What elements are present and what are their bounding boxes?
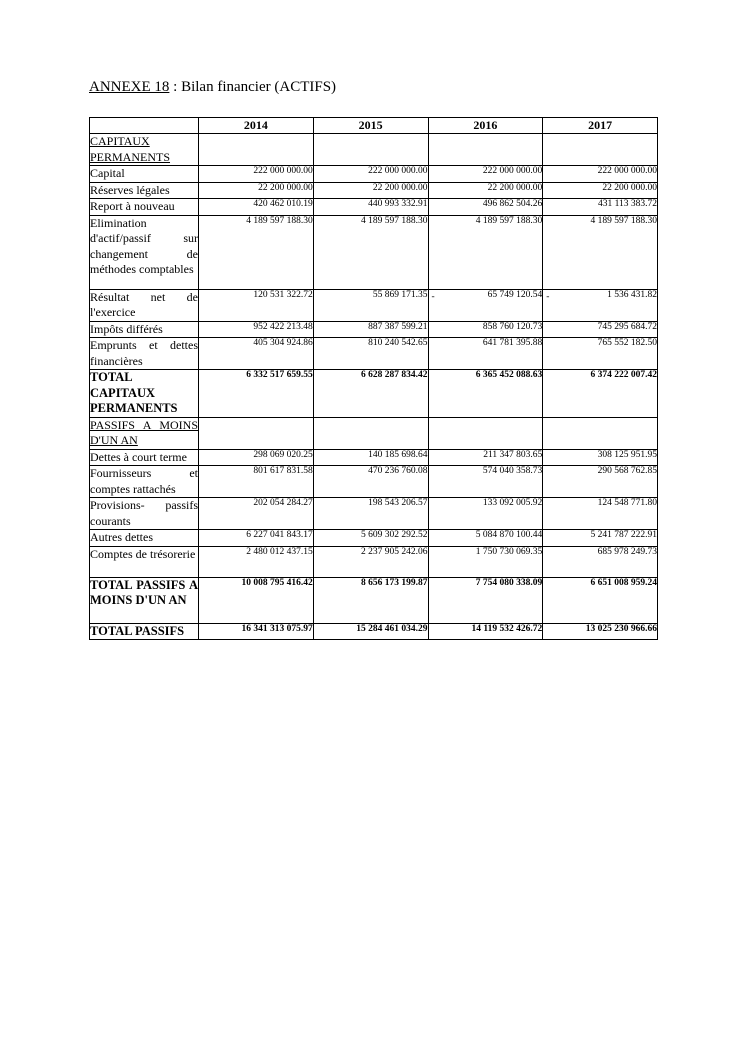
row-label (90, 199, 199, 216)
value-text: 440 993 332.91 (368, 199, 428, 209)
total-row (90, 370, 658, 418)
value-text: 202 054 284.27 (253, 498, 313, 508)
value-cell (543, 182, 658, 199)
value-cell (543, 289, 658, 321)
value-text: 222 000 000.00 (482, 166, 543, 176)
section-label (90, 134, 199, 166)
value-text: 55 869 171.35 (372, 289, 428, 300)
total-row (90, 623, 658, 640)
empty-cell (543, 417, 658, 449)
row-label (90, 215, 199, 289)
value-cell (199, 623, 314, 640)
row-label (90, 530, 199, 547)
value-cell (199, 289, 314, 321)
value-text: 6 374 222 007.42 (590, 370, 657, 380)
table-row (90, 449, 658, 466)
value-cell (199, 321, 314, 338)
value-cell (313, 466, 428, 498)
value-text: 2 480 012 437.15 (246, 546, 313, 557)
value-cell (543, 215, 658, 289)
balance-sheet-table (89, 117, 658, 640)
value-text: 22 200 000.00 (372, 182, 428, 193)
row-label (90, 449, 199, 466)
value-cell (543, 530, 658, 547)
value-text: 222 000 000.00 (597, 166, 657, 176)
row-label-text: TOTAL CAPITAUX PERMANENTS (90, 370, 178, 415)
table-row (90, 338, 658, 370)
row-label (90, 546, 199, 577)
row-label (90, 577, 199, 623)
value-text: 124 548 771.80 (597, 498, 657, 508)
row-label (90, 166, 199, 183)
value-cell (199, 215, 314, 289)
value-text: 5 241 787 222.91 (590, 530, 657, 540)
value-cell (543, 166, 658, 183)
value-text: 745 295 684.72 (597, 321, 657, 332)
empty-cell (428, 417, 543, 449)
row-label (90, 289, 199, 321)
value-cell (543, 321, 658, 338)
value-text: 1 750 730 069.35 (475, 546, 543, 557)
value-text: 470 236 760.08 (368, 466, 428, 476)
value-cell (543, 370, 658, 418)
value-cell (428, 466, 543, 498)
value-text: 405 304 924.86 (253, 338, 313, 348)
value-cell (199, 370, 314, 418)
section-label (90, 417, 199, 449)
empty-cell (428, 134, 543, 166)
value-text: 4 189 597 188.30 (361, 215, 428, 226)
value-cell (543, 199, 658, 216)
year-header: 2014 (199, 118, 314, 134)
value-cell (543, 577, 658, 623)
negative-sign: - (431, 291, 435, 302)
value-cell (543, 546, 658, 577)
empty-cell (313, 417, 428, 449)
value-cell (313, 498, 428, 530)
value-text: 4 189 597 188.30 (475, 215, 543, 226)
value-cell (313, 623, 428, 640)
value-text: 211 347 803.65 (483, 449, 543, 460)
value-cell (313, 449, 428, 466)
value-cell (313, 166, 428, 183)
value-cell (428, 370, 543, 418)
value-text: 5 609 302 292.52 (361, 530, 428, 540)
value-text: 685 978 249.73 (597, 546, 657, 557)
value-cell (543, 623, 658, 640)
value-text: 308 125 951.95 (597, 449, 657, 460)
value-cell (199, 498, 314, 530)
value-cell (428, 498, 543, 530)
value-cell (428, 182, 543, 199)
value-cell (199, 182, 314, 199)
value-text: 6 651 008 959.24 (590, 577, 657, 588)
year-header: 2015 (313, 118, 428, 134)
value-text: 6 332 517 659.55 (246, 370, 313, 380)
year-header: 2016 (428, 118, 543, 134)
value-text: 431 113 383.72 (597, 199, 657, 209)
row-label (90, 623, 199, 640)
value-text: 574 040 358.73 (482, 466, 543, 476)
value-cell (199, 546, 314, 577)
value-text: 801 617 831.58 (253, 466, 313, 476)
value-text: 4 189 597 188.30 (590, 215, 657, 226)
table-row (90, 530, 658, 547)
row-label (90, 338, 199, 370)
row-label-text: Fournisseurs et comptes rattachés (90, 466, 198, 496)
table-row (90, 166, 658, 183)
table-row (90, 182, 658, 199)
value-text: 133 092 005.92 (482, 498, 543, 508)
value-cell (199, 166, 314, 183)
row-label-text: PASSIFS A MOINS D'UN AN (90, 417, 198, 447)
value-cell (428, 546, 543, 577)
value-cell (428, 530, 543, 547)
table-row (90, 466, 658, 498)
value-text: 641 781 395.88 (482, 338, 543, 348)
row-label-text: Dettes à court terme (90, 449, 187, 464)
page-title (89, 79, 336, 96)
value-text: 65 749 120.54 (487, 289, 543, 300)
table-row (90, 498, 658, 530)
annex-title: : Bilan financier (ACTIFS) (169, 79, 337, 95)
value-cell (428, 449, 543, 466)
empty-cell (313, 134, 428, 166)
empty-cell (543, 134, 658, 166)
value-text: 6 628 287 834.42 (361, 370, 428, 380)
value-text: 14 119 532 426.72 (471, 623, 543, 634)
row-label (90, 370, 199, 418)
value-cell (428, 289, 543, 321)
value-cell (199, 338, 314, 370)
value-text: 13 025 230 966.66 (585, 623, 657, 634)
value-cell (428, 215, 543, 289)
value-cell (313, 182, 428, 199)
year-header: 2017 (543, 118, 658, 134)
empty-cell (199, 134, 314, 166)
row-label (90, 498, 199, 530)
value-cell (313, 577, 428, 623)
value-text: 8 656 173 199.87 (361, 577, 428, 588)
value-text: 22 200 000.00 (602, 182, 657, 193)
value-text: 10 008 795 416.42 (241, 577, 313, 588)
row-label (90, 321, 199, 338)
value-cell (199, 466, 314, 498)
row-label-text: Capital (90, 166, 125, 180)
table-row (90, 546, 658, 577)
row-label-text: Autres dettes (90, 530, 153, 544)
header-row (90, 118, 658, 134)
value-cell (313, 338, 428, 370)
value-text: 887 387 599.21 (368, 321, 428, 332)
value-cell (543, 466, 658, 498)
value-text: 298 069 020.25 (253, 449, 313, 460)
value-cell (313, 321, 428, 338)
value-text: 140 185 698.64 (368, 449, 428, 460)
row-label-text: Impôts différés (90, 321, 163, 336)
value-cell (543, 449, 658, 466)
value-text: 120 531 322.72 (253, 289, 313, 300)
row-label-text: Réserves légales (90, 182, 170, 197)
value-text: 765 552 182.50 (597, 338, 657, 348)
value-text: 4 189 597 188.30 (246, 215, 313, 226)
value-text: 952 422 213.48 (253, 321, 313, 332)
value-cell (313, 530, 428, 547)
value-text: 198 543 206.57 (368, 498, 428, 508)
value-cell (313, 370, 428, 418)
row-label-text: Résultat net de l'exercice (90, 289, 198, 319)
row-label (90, 182, 199, 199)
value-cell (428, 321, 543, 338)
value-text: 420 462 010.19 (253, 199, 313, 209)
value-text: 496 862 504.26 (482, 199, 543, 209)
section-row (90, 417, 658, 449)
table-row (90, 321, 658, 338)
section-row (90, 134, 658, 166)
value-cell (313, 215, 428, 289)
empty-cell (199, 417, 314, 449)
value-cell (428, 338, 543, 370)
value-text: 222 000 000.00 (368, 166, 428, 176)
row-label-text: Emprunts et dettes financières (90, 338, 198, 368)
table-row (90, 215, 658, 289)
table-body (90, 134, 658, 640)
negative-sign: - (546, 291, 550, 302)
total-row (90, 577, 658, 623)
row-label-text: TOTAL PASSIFS (90, 623, 185, 638)
value-cell (543, 338, 658, 370)
header-label-cell (90, 118, 199, 134)
value-text: 7 754 080 338.09 (475, 577, 543, 588)
value-cell (199, 449, 314, 466)
value-cell (199, 530, 314, 547)
value-text: 858 760 120.73 (482, 321, 543, 332)
row-label-text: Report à nouveau (90, 199, 175, 213)
value-text: 15 284 461 034.29 (356, 623, 428, 634)
row-label-text: TOTAL PASSIFS A MOINS D'UN AN (90, 577, 198, 607)
value-text: 22 200 000.00 (487, 182, 543, 193)
value-text: 290 568 762.85 (597, 466, 657, 476)
value-cell (313, 546, 428, 577)
value-text: 22 200 000.00 (258, 182, 313, 193)
table-row (90, 289, 658, 321)
value-cell (313, 289, 428, 321)
row-label-text: CAPITAUX PERMANENTS (90, 134, 171, 164)
row-label (90, 466, 199, 498)
value-text: 16 341 313 075.97 (241, 623, 313, 634)
value-text: 222 000 000.00 (253, 166, 313, 176)
row-label-text: Provisions- passifs courants (90, 498, 198, 528)
value-cell (313, 199, 428, 216)
table-row (90, 199, 658, 216)
value-cell (428, 623, 543, 640)
value-cell (199, 199, 314, 216)
value-cell (428, 166, 543, 183)
value-text: 6 227 041 843.17 (246, 530, 313, 540)
value-cell (428, 577, 543, 623)
annex-number: ANNEXE 18 (89, 79, 170, 95)
value-text: 6 365 452 088.63 (475, 370, 543, 380)
value-cell (428, 199, 543, 216)
value-text: 810 240 542.65 (368, 338, 428, 348)
row-label-text: Elimination d'actif/passif sur changement de méthodes comptables (90, 215, 198, 276)
value-text: 1 536 431.82 (607, 289, 657, 300)
row-label-text: Comptes de trésorerie (90, 546, 196, 561)
value-cell (543, 498, 658, 530)
value-text: 2 237 905 242.06 (361, 546, 428, 557)
value-cell (199, 577, 314, 623)
value-text: 5 084 870 100.44 (475, 530, 543, 540)
